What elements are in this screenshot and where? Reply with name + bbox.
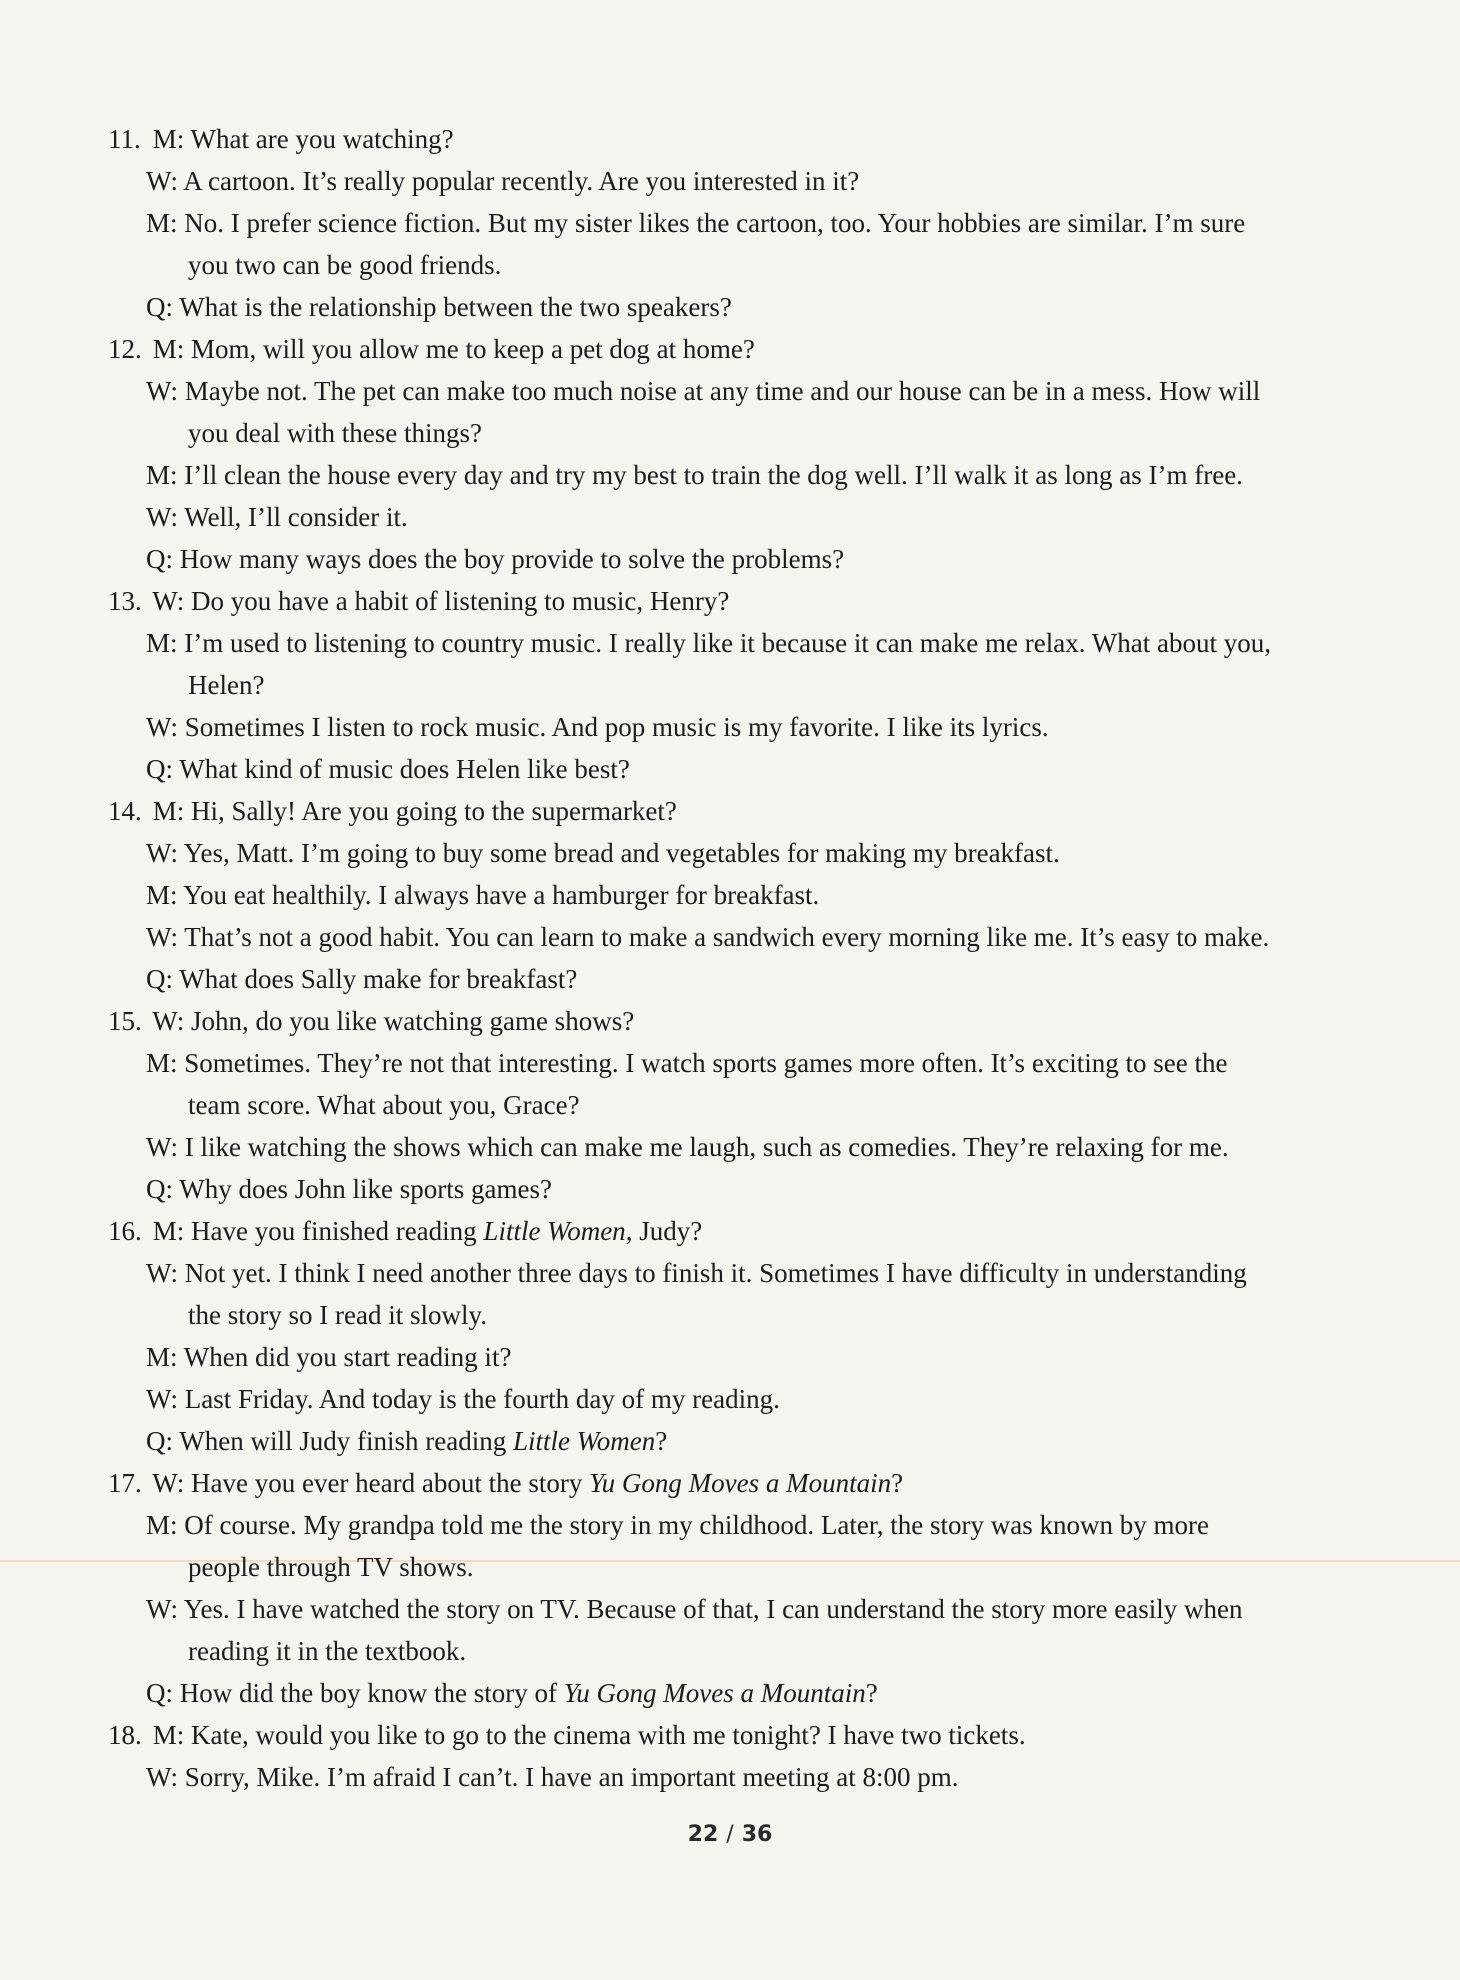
question-12 <box>100 328 1340 580</box>
dialogue-line: W: Well, I’ll consider it. <box>146 502 408 532</box>
total-pages: 36 <box>741 1822 773 1847</box>
dialogue-text: W: Have you ever heard about the story <box>152 1468 590 1498</box>
question-number: 15. <box>108 1006 142 1036</box>
question-line: Q: What kind of music does Helen like best? <box>146 754 630 784</box>
question-number: 18. <box>108 1720 142 1750</box>
question-11 <box>100 118 1340 328</box>
question-number: 16. <box>108 1216 142 1246</box>
dialogue-line: M: When did you start reading it? <box>146 1342 512 1372</box>
dialogue-line: M: Hi, Sally! Are you going to the supermarket? <box>152 796 677 826</box>
dialogue-line: W: Last Friday. And today is the fourth day of my reading. <box>146 1384 780 1414</box>
dialogue-line-continued: reading it in the textbook. <box>188 1636 467 1666</box>
dialogue-line: W: Sometimes I listen to rock music. And pop music is my favorite. I like its lyrics. <box>146 712 1049 742</box>
dialogue-line: W: Not yet. I think I need another three days to finish it. Sometimes I have difficulty in understanding <box>146 1258 1247 1288</box>
question-text: Q: When will Judy finish reading <box>146 1426 513 1456</box>
dialogue-line: W: John, do you like watching game shows? <box>152 1006 635 1036</box>
question-text: ? <box>655 1426 668 1456</box>
question-line <box>100 1672 1340 1714</box>
dialogue-line: M: Mom, will you allow me to keep a pet dog at home? <box>152 334 755 364</box>
book-title: Little Women <box>512 1426 656 1456</box>
question-text: ? <box>865 1678 878 1708</box>
dialogue-line: W: That’s not a good habit. You can learn to make a sandwich every morning like me. It’s easy to make. <box>146 922 1270 952</box>
dialogue-line: M: No. I prefer science fiction. But my sister likes the cartoon, too. Your hobbies are similar. I’m sure <box>146 208 1246 238</box>
question-14 <box>100 790 1340 1000</box>
dialogue-line: W: Yes, Matt. I’m going to buy some bread and vegetables for making my breakfast. <box>146 838 1060 868</box>
dialogue-line: M: Kate, would you like to go to the cinema with me tonight? I have two tickets. <box>152 1720 1026 1750</box>
question-number: 13. <box>108 586 142 616</box>
dialogue-line-continued: the story so I read it slowly. <box>188 1300 487 1330</box>
dialogue-line-continued: team score. What about you, Grace? <box>188 1090 580 1120</box>
current-page: 22 <box>687 1822 719 1847</box>
question-line <box>100 1420 1340 1462</box>
dialogue-line <box>153 1216 702 1246</box>
dialogue-line: M: Sometimes. They’re not that interesting. I watch sports games more often. It’s exciting to see the <box>146 1048 1228 1078</box>
page-separator: / <box>726 1822 734 1847</box>
question-13 <box>100 580 1340 790</box>
dialogue-text: , Judy? <box>625 1216 703 1246</box>
question-line: Q: What does Sally make for breakfast? <box>146 964 578 994</box>
question-18 <box>100 1714 1340 1798</box>
question-line: Q: What is the relationship between the two speakers? <box>146 292 732 322</box>
question-number: 17. <box>108 1468 142 1498</box>
book-title: Little Women <box>483 1216 626 1246</box>
question-15 <box>100 1000 1340 1210</box>
dialogue-line: W: Do you have a habit of listening to music, Henry? <box>152 586 730 616</box>
dialogue-line-continued: you deal with these things? <box>188 418 482 448</box>
question-number: 11. <box>108 124 141 154</box>
dialogue-line <box>152 1468 903 1498</box>
dialogue-line: W: I like watching the shows which can make me laugh, such as comedies. They’re relaxing for me. <box>146 1132 1229 1162</box>
story-title: Yu Gong Moves a Mountain <box>589 1468 892 1498</box>
question-number: 12. <box>108 334 142 364</box>
dialogue-text: M: Have you finished reading <box>152 1216 484 1246</box>
dialogue-line: M: What are you watching? <box>152 124 454 154</box>
question-line: Q: How many ways does the boy provide to solve the problems? <box>146 544 845 574</box>
question-line: Q: Why does John like sports games? <box>146 1174 552 1204</box>
dialogue-line-continued: Helen? <box>188 670 265 700</box>
dialogue-line: W: Maybe not. The pet can make too much noise at any time and our house can be in a mess. How will <box>146 376 1261 406</box>
dialogue-line: M: I’m used to listening to country music. I really like it because it can make me relax. What about you, <box>146 628 1271 658</box>
dialogue-line: W: A cartoon. It’s really popular recently. Are you interested in it? <box>146 166 860 196</box>
dialogue-line: W: Sorry, Mike. I’m afraid I can’t. I have an important meeting at 8:00 pm. <box>146 1762 959 1792</box>
dialogue-line-continued: people through TV shows. <box>188 1552 474 1582</box>
page-number <box>0 1822 1460 1847</box>
dialogue-line: W: Yes. I have watched the story on TV. Because of that, I can understand the story more easily when <box>146 1594 1243 1624</box>
dialogue-line: M: I’ll clean the house every day and try my best to train the dog well. I’ll walk it as long as I’m free. <box>146 460 1243 490</box>
dialogue-line: M: Of course. My grandpa told me the story in my childhood. Later, the story was known by more <box>146 1510 1209 1540</box>
listening-script <box>100 118 1340 1798</box>
question-number: 14. <box>108 796 142 826</box>
dialogue-line: M: You eat healthily. I always have a hamburger for breakfast. <box>146 880 820 910</box>
question-17 <box>100 1462 1340 1714</box>
dialogue-line-continued: you two can be good friends. <box>188 250 502 280</box>
question-text: Q: How did the boy know the story of <box>146 1678 564 1708</box>
question-16 <box>100 1210 1340 1462</box>
story-title: Yu Gong Moves a Mountain <box>563 1678 866 1708</box>
dialogue-text: ? <box>891 1468 904 1498</box>
